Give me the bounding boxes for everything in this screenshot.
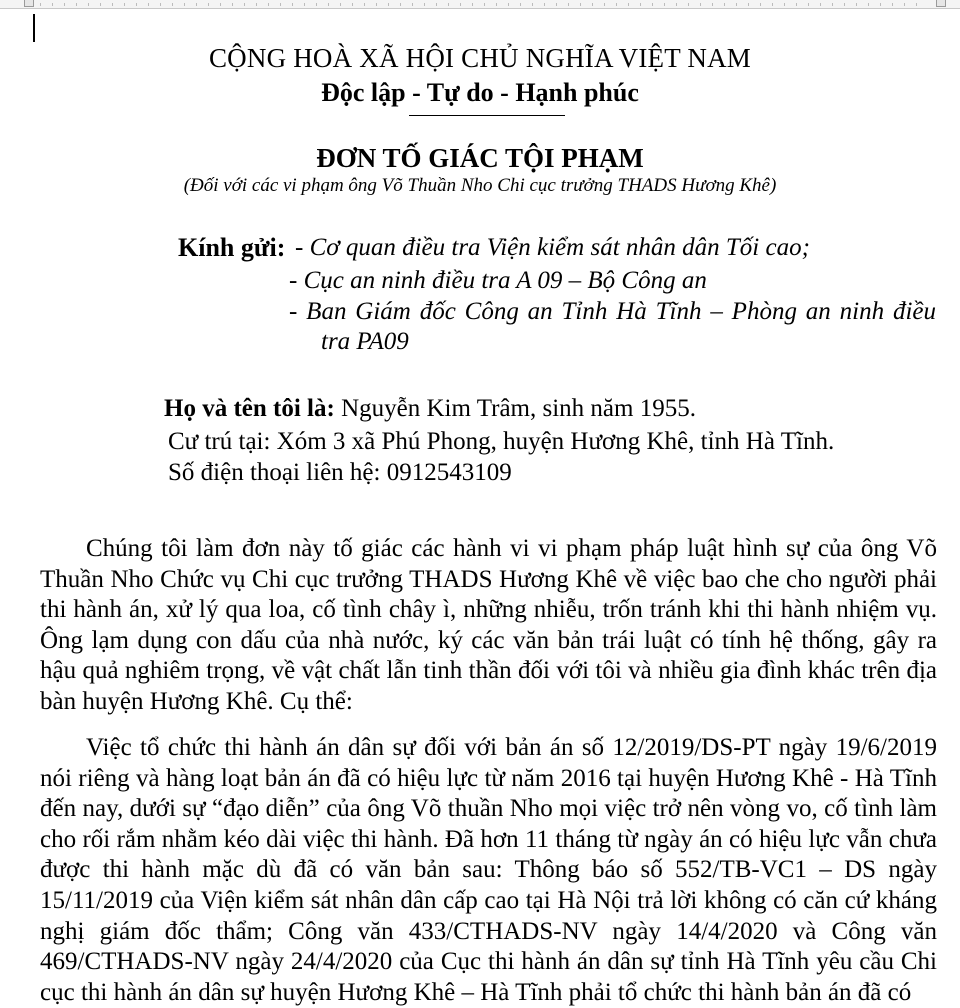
petitioner-residence: Cư trú tại: Xóm 3 xã Phú Phong, huyện Hương Khê, tỉnh Hà Tĩnh. bbox=[168, 428, 835, 455]
motto-underline bbox=[409, 115, 565, 116]
document-subtitle: (Đối với các vi phạm ông Võ Thuần Nho Chi cục trưởng THADS Hương Khê) bbox=[183, 175, 777, 196]
recipient-item-continuation: tra PA09 bbox=[321, 328, 409, 355]
ruler-ticks bbox=[40, 3, 920, 6]
petitioner-phone: Số điện thoại liên hệ: 0912543109 bbox=[168, 459, 512, 486]
left-indent-marker[interactable] bbox=[24, 0, 34, 7]
recipient-item: - Ban Giám đốc Công an Tỉnh Hà Tĩnh – Phòng an ninh điều bbox=[289, 298, 936, 325]
national-name: CỘNG HOÀ XÃ HỘI CHỦ NGHĨA VIỆT NAM bbox=[208, 43, 752, 73]
national-motto: Độc lập - Tự do - Hạnh phúc bbox=[321, 78, 639, 107]
text-cursor bbox=[33, 14, 35, 42]
document-title: ĐƠN TỐ GIÁC TỘI PHẠM bbox=[316, 143, 644, 173]
body-paragraph: Chúng tôi làm đơn này tố giác các hành vi vi phạm pháp luật hình sự của ông Võ Thuần Nho Chức vụ Chi cục trưởng THADS Hương Khê về việc bao che cho người phải thi hành án, xử lý qua loa, cố tình chây ì, những nhiễu, trốn tránh khi thi hành nhiệm vụ. Ông lạm dụng con dấu của nhà nước, ký các văn bản trái luật có tính hệ thống, gây ra hậu quả nghiêm trọng, về vật chất lẫn tinh thần đối với tôi và nhiều gia đình khác trên địa bàn huyện Hương Khê. Cụ thể: bbox=[40, 535, 937, 715]
name-value: Nguyễn Kim Trâm, sinh năm 1955. bbox=[334, 395, 696, 422]
petitioner-name-line bbox=[164, 394, 696, 424]
recipient-item: - Cơ quan điều tra Viện kiểm sát nhân dân Tối cao; bbox=[295, 234, 810, 261]
right-indent-marker[interactable] bbox=[936, 0, 946, 7]
recipients-lead: Kính gửi: bbox=[178, 233, 286, 262]
recipient-item: - Cục an ninh điều tra A 09 – Bộ Công an bbox=[289, 267, 707, 294]
name-label: Họ và tên tôi là: bbox=[164, 395, 335, 422]
body-paragraph: Việc tổ chức thi hành án dân sự đối với bản án số 12/2019/DS-PT ngày 19/6/2019 nói riêng và hàng loạt bản án đã có hiệu lực từ năm 2016 tại huyện Hương Khê - Hà Tĩnh đến nay, dưới sự “đạo diễn” của ông Võ thuần Nho mọi việc trở nên vòng vo, cố tình làm cho rối rắm nhằm kéo dài việc thi hành. Đã hơn 11 tháng từ ngày án có hiệu lực vẫn chưa được thi hành mặc dù đã có văn bản sau: Thông báo số 552/TB-VC1 – DS ngày 15/11/2019 của Viện kiểm sát nhân dân cấp cao tại Hà Nội trả lời không có căn cứ kháng nghị giám đốc thẩm; Công văn 433/CTHADS-NV ngày 14/4/2020 và Công văn 469/CTHADS-NV ngày 24/4/2020 của Cục thi hành án dân sự tỉnh Hà Tĩnh yêu cầu Chi cục thi hành án dân sự huyện Hương Khê – Hà Tĩnh phải tổ chức thi hành bản án đã có bbox=[40, 734, 937, 1006]
horizontal-ruler[interactable] bbox=[0, 0, 960, 9]
